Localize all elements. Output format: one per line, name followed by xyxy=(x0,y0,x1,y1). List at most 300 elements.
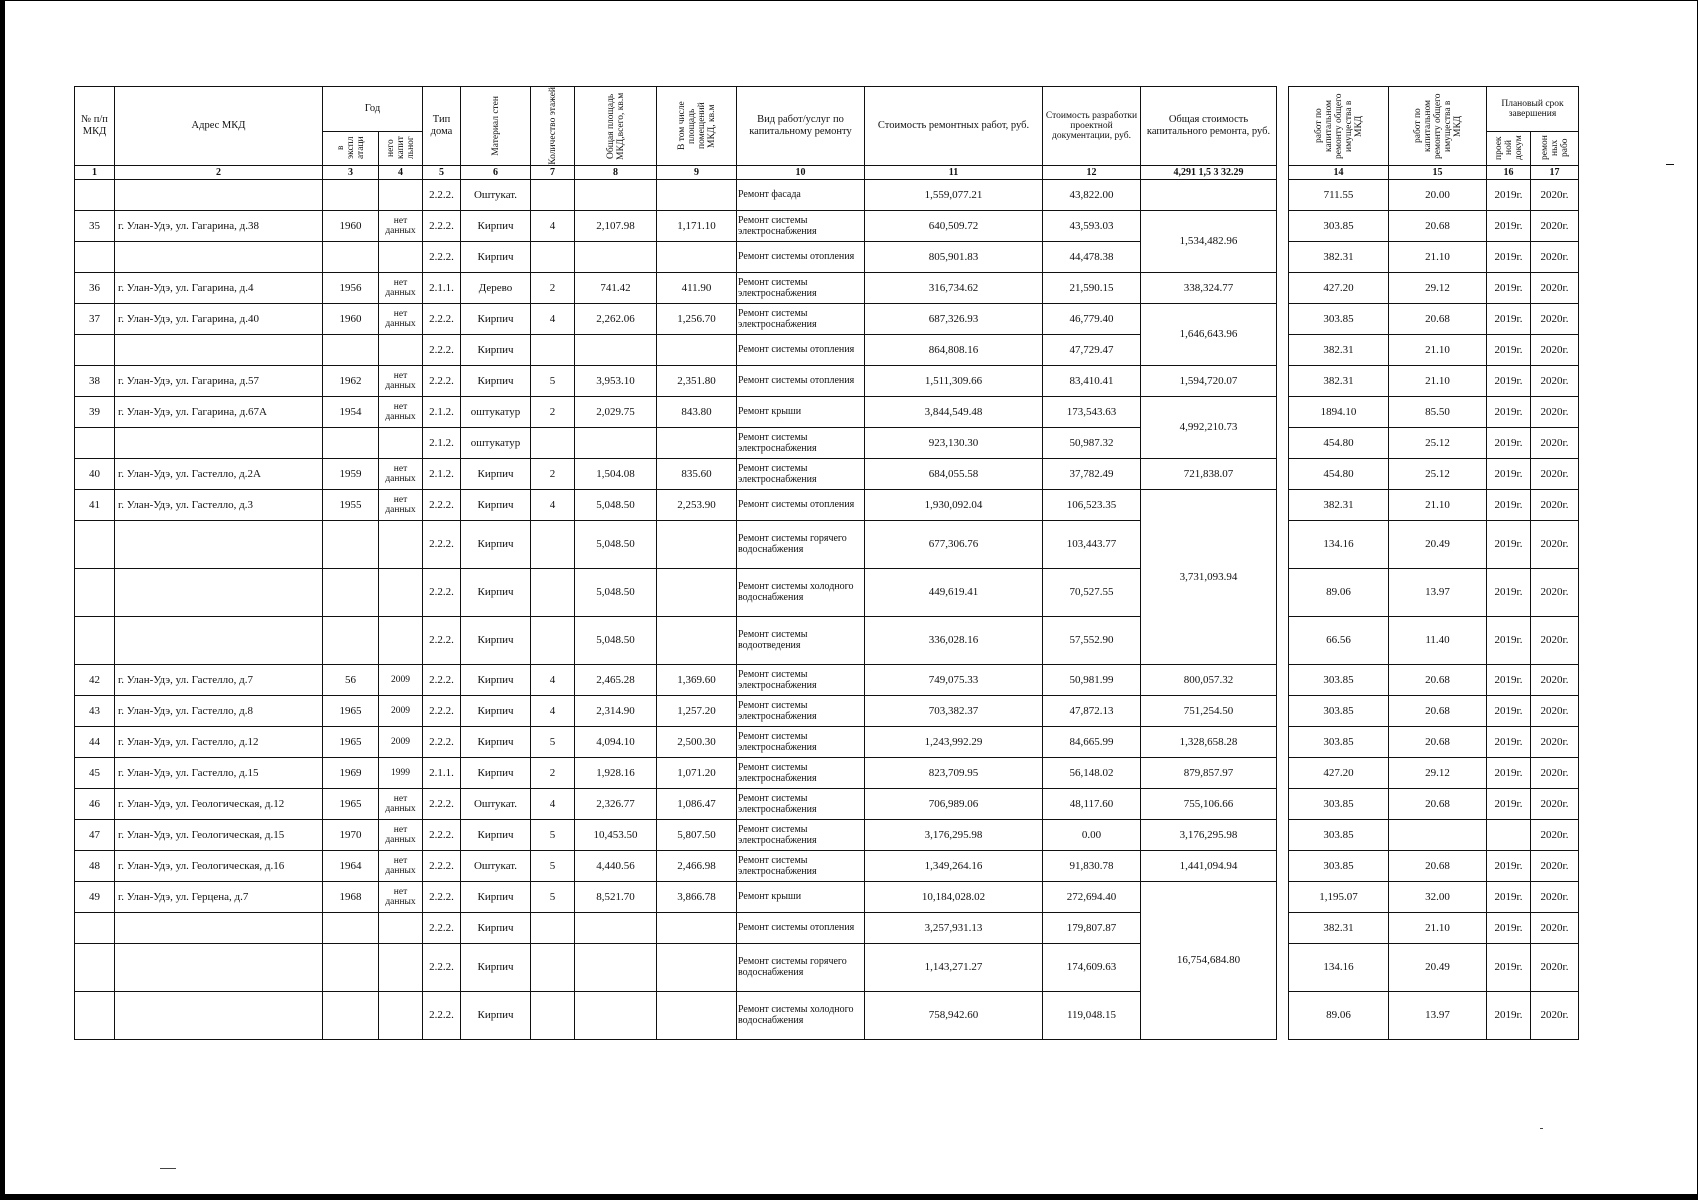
year-repair xyxy=(379,568,423,616)
repair-cost: 3,844,549.48 xyxy=(865,396,1043,427)
column-number: 4,291 1,5 3 32.29 xyxy=(1141,165,1277,179)
design-cost: 106,523.35 xyxy=(1043,489,1141,520)
repair-deadline: 2020г. xyxy=(1531,179,1579,210)
total-cost: 879,857.97 xyxy=(1141,757,1277,788)
year-repair: нет данных xyxy=(379,210,423,241)
repair-cost: 3,176,295.98 xyxy=(865,819,1043,850)
design-deadline: 2019г. xyxy=(1487,695,1531,726)
design-cost: 47,872.13 xyxy=(1043,695,1141,726)
design-deadline: 2019г. xyxy=(1487,757,1531,788)
year-repair xyxy=(379,427,423,458)
total-area: 2,029.75 xyxy=(575,396,657,427)
premises-area: 411.90 xyxy=(657,272,737,303)
cost-per-sqm-repair: 21.10 xyxy=(1389,365,1487,396)
design-deadline: 2019г. xyxy=(1487,303,1531,334)
cost-per-sqm-design: 303.85 xyxy=(1289,850,1389,881)
column-gap xyxy=(1277,489,1289,520)
premises-area xyxy=(657,427,737,458)
column-number: 17 xyxy=(1531,165,1579,179)
year-repair: нет данных xyxy=(379,788,423,819)
work-type: Ремонт системы электроснабжения xyxy=(737,664,865,695)
address xyxy=(115,241,323,272)
work-type: Ремонт системы холодного водоснабжения xyxy=(737,568,865,616)
work-type: Ремонт фасада xyxy=(737,179,865,210)
address: г. Улан-Удэ, ул. Гастелло, д.3 xyxy=(115,489,323,520)
col-cost-repair-header: Стоимость ремонтных работ, руб. xyxy=(865,87,1043,166)
column-gap xyxy=(1277,757,1289,788)
row-number: 43 xyxy=(75,695,115,726)
col-year-header: Год xyxy=(323,87,423,132)
cost-per-sqm-repair: 11.40 xyxy=(1389,616,1487,664)
row-number: 42 xyxy=(75,664,115,695)
cost-per-sqm-design: 382.31 xyxy=(1289,334,1389,365)
repair-cost: 3,257,931.13 xyxy=(865,912,1043,943)
floors: 5 xyxy=(531,819,575,850)
address: г. Улан-Удэ, ул. Геологическая, д.12 xyxy=(115,788,323,819)
year-built: 1969 xyxy=(323,757,379,788)
repair-deadline: 2020г. xyxy=(1531,427,1579,458)
floors xyxy=(531,991,575,1039)
total-area: 1,504.08 xyxy=(575,458,657,489)
year-built: 1954 xyxy=(323,396,379,427)
column-gap xyxy=(1277,616,1289,664)
cost-per-sqm-design: 382.31 xyxy=(1289,241,1389,272)
wall-material: Кирпич xyxy=(461,303,531,334)
cost-per-sqm-design: 454.80 xyxy=(1289,458,1389,489)
year-built: 1965 xyxy=(323,726,379,757)
cost-per-sqm-repair: 13.97 xyxy=(1389,991,1487,1039)
repair-cost: 749,075.33 xyxy=(865,664,1043,695)
cost-per-sqm-repair: 20.68 xyxy=(1389,303,1487,334)
year-repair xyxy=(379,943,423,991)
house-type: 2.2.2. xyxy=(423,520,461,568)
cost-per-sqm-design: 134.16 xyxy=(1289,520,1389,568)
table-row xyxy=(75,241,1579,272)
total-cost: 721,838.07 xyxy=(1141,458,1277,489)
design-deadline xyxy=(1487,819,1531,850)
cost-per-sqm-design: 382.31 xyxy=(1289,365,1389,396)
total-cost: 4,992,210.73 xyxy=(1141,396,1277,458)
premises-area: 5,807.50 xyxy=(657,819,737,850)
year-repair xyxy=(379,991,423,1039)
year-repair: 2009 xyxy=(379,726,423,757)
cost-per-sqm-repair: 32.00 xyxy=(1389,881,1487,912)
cost-per-sqm-repair: 20.68 xyxy=(1389,664,1487,695)
repair-deadline: 2020г. xyxy=(1531,272,1579,303)
design-cost: 46,779.40 xyxy=(1043,303,1141,334)
design-deadline: 2019г. xyxy=(1487,427,1531,458)
cost-per-sqm-design: 89.06 xyxy=(1289,568,1389,616)
cost-per-sqm-repair: 21.10 xyxy=(1389,489,1487,520)
row-number xyxy=(75,912,115,943)
work-type: Ремонт системы горячего водоснабжения xyxy=(737,943,865,991)
repair-deadline: 2020г. xyxy=(1531,819,1579,850)
repair-cost: 923,130.30 xyxy=(865,427,1043,458)
column-gap xyxy=(1277,165,1289,179)
design-cost: 57,552.90 xyxy=(1043,616,1141,664)
column-number: 11 xyxy=(865,165,1043,179)
cost-per-sqm-design: 89.06 xyxy=(1289,991,1389,1039)
design-cost: 56,148.02 xyxy=(1043,757,1141,788)
row-number xyxy=(75,520,115,568)
col-area-incl-header: В том числе площадь помещений МКД, кв.м xyxy=(657,87,737,166)
cost-per-sqm-repair: 13.97 xyxy=(1389,568,1487,616)
col-cost-design-header: Стоимость разработки проектной документации, руб. xyxy=(1043,87,1141,166)
year-repair: нет данных xyxy=(379,489,423,520)
wall-material: Дерево xyxy=(461,272,531,303)
cost-per-sqm-design: 303.85 xyxy=(1289,695,1389,726)
table-row xyxy=(75,334,1579,365)
design-deadline: 2019г. xyxy=(1487,396,1531,427)
cost-per-sqm-repair xyxy=(1389,819,1487,850)
cost-per-sqm-repair: 21.10 xyxy=(1389,241,1487,272)
work-type: Ремонт системы отопления xyxy=(737,241,865,272)
col-year-b-header: него капит льног xyxy=(379,132,423,166)
total-area xyxy=(575,943,657,991)
house-type: 2.2.2. xyxy=(423,568,461,616)
address: г. Улан-Удэ, ул. Гагарина, д.57 xyxy=(115,365,323,396)
total-cost: 1,328,658.28 xyxy=(1141,726,1277,757)
year-built xyxy=(323,568,379,616)
cost-per-sqm-repair: 20.68 xyxy=(1389,210,1487,241)
column-gap xyxy=(1277,334,1289,365)
address: г. Улан-Удэ, ул. Гастелло, д.12 xyxy=(115,726,323,757)
total-area: 5,048.50 xyxy=(575,489,657,520)
repair-cost: 864,808.16 xyxy=(865,334,1043,365)
wall-material: Кирпич xyxy=(461,334,531,365)
row-number: 49 xyxy=(75,881,115,912)
total-area: 2,107.98 xyxy=(575,210,657,241)
year-repair xyxy=(379,241,423,272)
scan-edge-left xyxy=(0,0,5,1200)
address: г. Улан-Удэ, ул. Гагарина, д.40 xyxy=(115,303,323,334)
house-type: 2.2.2. xyxy=(423,726,461,757)
total-area: 4,440.56 xyxy=(575,850,657,881)
column-gap xyxy=(1277,943,1289,991)
design-deadline: 2019г. xyxy=(1487,788,1531,819)
floors xyxy=(531,943,575,991)
wall-material: Кирпич xyxy=(461,458,531,489)
column-gap xyxy=(1277,303,1289,334)
repair-cost: 758,942.60 xyxy=(865,991,1043,1039)
house-type: 2.2.2. xyxy=(423,881,461,912)
col-floors-header: Количество этажей xyxy=(531,87,575,166)
col-term-header: Плановый срок завершения xyxy=(1487,87,1579,132)
year-built xyxy=(323,334,379,365)
total-area: 5,048.50 xyxy=(575,568,657,616)
house-type: 2.2.2. xyxy=(423,664,461,695)
year-repair: нет данных xyxy=(379,881,423,912)
address xyxy=(115,912,323,943)
year-repair: 1999 xyxy=(379,757,423,788)
table-row xyxy=(75,991,1579,1039)
work-type: Ремонт системы электроснабжения xyxy=(737,788,865,819)
repair-deadline: 2020г. xyxy=(1531,334,1579,365)
floors: 4 xyxy=(531,664,575,695)
column-number: 6 xyxy=(461,165,531,179)
table-row xyxy=(75,912,1579,943)
cost-per-sqm-repair: 21.10 xyxy=(1389,334,1487,365)
year-built: 1955 xyxy=(323,489,379,520)
address xyxy=(115,616,323,664)
design-deadline: 2019г. xyxy=(1487,991,1531,1039)
column-gap xyxy=(1277,520,1289,568)
repair-cost: 1,243,992.29 xyxy=(865,726,1043,757)
work-type: Ремонт крыши xyxy=(737,881,865,912)
design-cost: 44,478.38 xyxy=(1043,241,1141,272)
cost-per-sqm-repair: 20.00 xyxy=(1389,179,1487,210)
table-row xyxy=(75,427,1579,458)
work-type: Ремонт системы отопления xyxy=(737,334,865,365)
cost-per-sqm-design: 427.20 xyxy=(1289,272,1389,303)
floors xyxy=(531,334,575,365)
address: г. Улан-Удэ, ул. Гастелло, д.8 xyxy=(115,695,323,726)
design-cost: 91,830.78 xyxy=(1043,850,1141,881)
total-area: 2,326.77 xyxy=(575,788,657,819)
wall-material: оштукатур xyxy=(461,427,531,458)
repair-cost: 1,349,264.16 xyxy=(865,850,1043,881)
cost-per-sqm-design: 303.85 xyxy=(1289,210,1389,241)
repair-deadline: 2020г. xyxy=(1531,912,1579,943)
table-row xyxy=(75,568,1579,616)
row-number xyxy=(75,991,115,1039)
cost-per-sqm-design: 303.85 xyxy=(1289,819,1389,850)
total-area: 5,048.50 xyxy=(575,616,657,664)
design-cost: 103,443.77 xyxy=(1043,520,1141,568)
wall-material: Оштукат. xyxy=(461,788,531,819)
floors: 2 xyxy=(531,396,575,427)
wall-material: Кирпич xyxy=(461,489,531,520)
year-repair: нет данных xyxy=(379,365,423,396)
row-number xyxy=(75,179,115,210)
premises-area xyxy=(657,241,737,272)
house-type: 2.2.2. xyxy=(423,334,461,365)
wall-material: Кирпич xyxy=(461,365,531,396)
repair-cost: 1,559,077.21 xyxy=(865,179,1043,210)
cost-per-sqm-repair: 25.12 xyxy=(1389,427,1487,458)
scan-speck xyxy=(160,1168,176,1169)
repair-deadline: 2020г. xyxy=(1531,850,1579,881)
col-material-header: Материал стен xyxy=(461,87,531,166)
premises-area: 2,466.98 xyxy=(657,850,737,881)
cost-per-sqm-design: 427.20 xyxy=(1289,757,1389,788)
column-number: 10 xyxy=(737,165,865,179)
repair-deadline: 2020г. xyxy=(1531,241,1579,272)
cost-per-sqm-design: 303.85 xyxy=(1289,788,1389,819)
floors: 5 xyxy=(531,850,575,881)
row-number: 45 xyxy=(75,757,115,788)
repair-deadline: 2020г. xyxy=(1531,520,1579,568)
cost-per-sqm-design: 382.31 xyxy=(1289,489,1389,520)
column-number: 5 xyxy=(423,165,461,179)
row-number: 48 xyxy=(75,850,115,881)
wall-material: Кирпич xyxy=(461,616,531,664)
wall-material: Кирпич xyxy=(461,695,531,726)
design-cost: 50,981.99 xyxy=(1043,664,1141,695)
row-number: 41 xyxy=(75,489,115,520)
table-row xyxy=(75,179,1579,210)
design-cost: 37,782.49 xyxy=(1043,458,1141,489)
design-deadline: 2019г. xyxy=(1487,241,1531,272)
repair-cost: 805,901.83 xyxy=(865,241,1043,272)
total-cost: 338,324.77 xyxy=(1141,272,1277,303)
table-row xyxy=(75,210,1579,241)
design-cost: 174,609.63 xyxy=(1043,943,1141,991)
scan-edge-top xyxy=(0,0,1698,1)
row-number: 40 xyxy=(75,458,115,489)
wall-material: Кирпич xyxy=(461,726,531,757)
repair-deadline: 2020г. xyxy=(1531,303,1579,334)
column-number: 16 xyxy=(1487,165,1531,179)
floors: 4 xyxy=(531,303,575,334)
col-16-header: проек ной докум xyxy=(1487,132,1531,166)
design-cost: 43,593.03 xyxy=(1043,210,1141,241)
table-row xyxy=(75,303,1579,334)
col-type-header: Тип дома xyxy=(423,87,461,166)
total-cost: 3,176,295.98 xyxy=(1141,819,1277,850)
work-type: Ремонт системы электроснабжения xyxy=(737,427,865,458)
row-number: 35 xyxy=(75,210,115,241)
year-repair xyxy=(379,334,423,365)
column-gap xyxy=(1277,365,1289,396)
premises-area: 1,071.20 xyxy=(657,757,737,788)
design-cost: 0.00 xyxy=(1043,819,1141,850)
wall-material: Кирпич xyxy=(461,757,531,788)
total-area: 5,048.50 xyxy=(575,520,657,568)
repair-deadline: 2020г. xyxy=(1531,568,1579,616)
year-built xyxy=(323,616,379,664)
row-number xyxy=(75,943,115,991)
cost-per-sqm-repair: 29.12 xyxy=(1389,272,1487,303)
wall-material: Кирпич xyxy=(461,819,531,850)
house-type: 2.2.2. xyxy=(423,819,461,850)
design-cost: 48,117.60 xyxy=(1043,788,1141,819)
column-number: 9 xyxy=(657,165,737,179)
repair-cost: 316,734.62 xyxy=(865,272,1043,303)
column-gap xyxy=(1277,695,1289,726)
year-repair: 2009 xyxy=(379,664,423,695)
work-type: Ремонт системы отопления xyxy=(737,912,865,943)
cost-per-sqm-repair: 29.12 xyxy=(1389,757,1487,788)
address: г. Улан-Удэ, ул. Гагарина, д.38 xyxy=(115,210,323,241)
total-area: 2,314.90 xyxy=(575,695,657,726)
total-cost: 1,646,643.96 xyxy=(1141,303,1277,365)
table-row xyxy=(75,272,1579,303)
address xyxy=(115,568,323,616)
year-repair xyxy=(379,179,423,210)
floors xyxy=(531,520,575,568)
floors: 2 xyxy=(531,458,575,489)
column-gap xyxy=(1277,819,1289,850)
row-number: 47 xyxy=(75,819,115,850)
total-cost: 16,754,684.80 xyxy=(1141,881,1277,1039)
total-area: 2,465.28 xyxy=(575,664,657,695)
house-type: 2.2.2. xyxy=(423,179,461,210)
table-row xyxy=(75,365,1579,396)
floors: 5 xyxy=(531,726,575,757)
house-type: 2.2.2. xyxy=(423,695,461,726)
total-cost: 751,254.50 xyxy=(1141,695,1277,726)
wall-material: Кирпич xyxy=(461,210,531,241)
column-gap xyxy=(1277,87,1289,166)
cost-per-sqm-repair: 85.50 xyxy=(1389,396,1487,427)
floors xyxy=(531,179,575,210)
repair-cost: 1,930,092.04 xyxy=(865,489,1043,520)
table-row xyxy=(75,757,1579,788)
total-area xyxy=(575,991,657,1039)
work-type: Ремонт системы электроснабжения xyxy=(737,303,865,334)
year-built xyxy=(323,179,379,210)
repair-cost: 823,709.95 xyxy=(865,757,1043,788)
floors xyxy=(531,241,575,272)
design-cost: 43,822.00 xyxy=(1043,179,1141,210)
year-repair xyxy=(379,616,423,664)
work-type: Ремонт системы электроснабжения xyxy=(737,850,865,881)
cost-per-sqm-design: 303.85 xyxy=(1289,303,1389,334)
repair-deadline: 2020г. xyxy=(1531,695,1579,726)
repair-cost: 449,619.41 xyxy=(865,568,1043,616)
table-row xyxy=(75,458,1579,489)
floors: 4 xyxy=(531,788,575,819)
repair-deadline: 2020г. xyxy=(1531,881,1579,912)
total-cost: 3,731,093.94 xyxy=(1141,489,1277,664)
floors xyxy=(531,616,575,664)
wall-material: Оштукат. xyxy=(461,850,531,881)
wall-material: Оштукат. xyxy=(461,179,531,210)
design-deadline: 2019г. xyxy=(1487,664,1531,695)
work-type: Ремонт системы холодного водоснабжения xyxy=(737,991,865,1039)
row-number xyxy=(75,568,115,616)
design-deadline: 2019г. xyxy=(1487,520,1531,568)
repair-deadline: 2020г. xyxy=(1531,757,1579,788)
cost-per-sqm-design: 66.56 xyxy=(1289,616,1389,664)
table-row xyxy=(75,850,1579,881)
house-type: 2.2.2. xyxy=(423,303,461,334)
house-type: 2.1.2. xyxy=(423,427,461,458)
cost-per-sqm-repair: 20.68 xyxy=(1389,695,1487,726)
year-built xyxy=(323,427,379,458)
column-gap xyxy=(1277,272,1289,303)
year-repair xyxy=(379,912,423,943)
work-type: Ремонт системы электроснабжения xyxy=(737,695,865,726)
work-type: Ремонт системы электроснабжения xyxy=(737,272,865,303)
premises-area: 843.80 xyxy=(657,396,737,427)
repair-deadline: 2020г. xyxy=(1531,616,1579,664)
table-row xyxy=(75,616,1579,664)
premises-area: 1,256.70 xyxy=(657,303,737,334)
repair-cost: 640,509.72 xyxy=(865,210,1043,241)
total-area: 1,928.16 xyxy=(575,757,657,788)
table-row xyxy=(75,943,1579,991)
col-addr-header: Адрес МКД xyxy=(115,87,323,166)
year-repair: 2009 xyxy=(379,695,423,726)
repair-deadline: 2020г. xyxy=(1531,489,1579,520)
premises-area xyxy=(657,943,737,991)
table-row xyxy=(75,726,1579,757)
design-cost: 47,729.47 xyxy=(1043,334,1141,365)
year-repair: нет данных xyxy=(379,819,423,850)
house-type: 2.1.2. xyxy=(423,396,461,427)
cost-per-sqm-design: 711.55 xyxy=(1289,179,1389,210)
repair-cost: 706,989.06 xyxy=(865,788,1043,819)
col-17-header: ремон ных рабо xyxy=(1531,132,1579,166)
address xyxy=(115,991,323,1039)
repair-deadline: 2020г. xyxy=(1531,943,1579,991)
cost-per-sqm-design: 303.85 xyxy=(1289,726,1389,757)
address: г. Улан-Удэ, ул. Герцена, д.7 xyxy=(115,881,323,912)
row-number xyxy=(75,427,115,458)
cost-per-sqm-repair: 20.49 xyxy=(1389,520,1487,568)
